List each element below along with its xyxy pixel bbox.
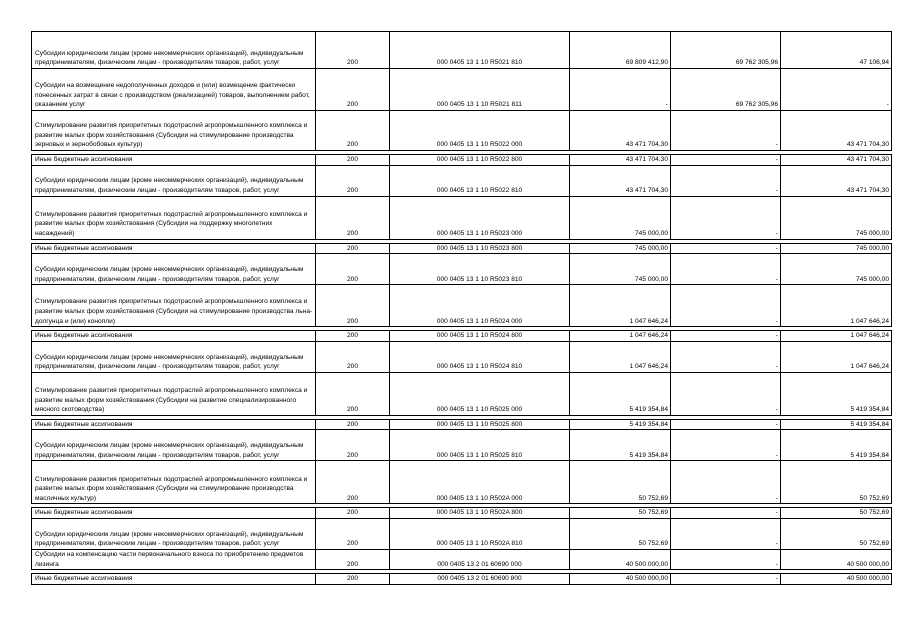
row-status: 200 — [316, 430, 390, 461]
table-row — [32, 372, 892, 415]
row-executed: - — [671, 549, 781, 569]
row-remaining: 47 106,94 — [781, 32, 892, 69]
row-planned: 1 047 646,24 — [570, 331, 671, 342]
row-code: 000 0405 13 1 10 R5021 811 — [390, 69, 570, 111]
row-executed: - — [671, 165, 781, 196]
row-name: Стимулирование развития приоритетных подотраслей агропромышленного комплекса и развитие малых форм хозяйствования (Субсидии на развитие специализированного мясного скотоводства) — [32, 372, 316, 415]
row-status: 200 — [316, 155, 390, 166]
row-planned: 5 419 354,84 — [570, 372, 671, 415]
row-code: 000 0405 13 1 10 R5024 810 — [390, 341, 570, 372]
row-name: Субсидии юридическим лицам (кроме некоммерческих организаций), индивидуальным предпринимателям, физическим лицам - производителям товаров, работ, услуг — [32, 165, 316, 196]
row-code: 000 0405 13 1 10 R5025 800 — [390, 419, 570, 430]
row-code: 000 0405 13 1 10 R5025 810 — [390, 430, 570, 461]
row-code: 000 0405 13 1 10 R5024 800 — [390, 331, 570, 342]
row-status: 200 — [316, 254, 390, 285]
row-planned: 1 047 646,24 — [570, 285, 671, 327]
table-row — [32, 430, 892, 461]
row-name: Субсидии на компенсацию части первоначального взноса по приобретению предметов лизинга — [32, 549, 316, 569]
row-name: Иные бюджетные ассигнования — [32, 155, 316, 166]
report-sheet — [31, 31, 892, 585]
row-code: 000 0405 13 1 10 R502A 800 — [390, 508, 570, 519]
row-planned: 745 000,00 — [570, 243, 671, 254]
row-status: 200 — [316, 419, 390, 430]
row-planned: 1 047 646,24 — [570, 341, 671, 372]
row-name: Субсидии юридическим лицам (кроме некоммерческих организаций), индивидуальным предпринимателям, физическим лицам - производителям товаров, работ, услуг — [32, 341, 316, 372]
row-executed: - — [671, 331, 781, 342]
row-executed: - — [671, 111, 781, 151]
row-name: Субсидии юридическим лицам (кроме некоммерческих организаций), индивидуальным предпринимателям, физическим лицам - производителям товаров, работ, услуг — [32, 32, 316, 69]
row-name: Стимулирование развития приоритетных подотраслей агропромышленного комплекса и развитие малых форм хозяйствования (Субсидии на поддержку многолетних насаждений) — [32, 196, 316, 239]
row-status: 200 — [316, 165, 390, 196]
row-status: 200 — [316, 341, 390, 372]
table-row — [32, 111, 892, 151]
row-planned: 40 500 000,00 — [570, 549, 671, 569]
row-code: 000 0405 13 1 10 R5023 000 — [390, 196, 570, 239]
row-status: 200 — [316, 508, 390, 519]
table-row — [32, 419, 892, 430]
row-remaining: 745 000,00 — [781, 243, 892, 254]
row-remaining: 745 000,00 — [781, 254, 892, 285]
row-planned: 50 752,69 — [570, 518, 671, 549]
row-remaining: 5 419 354,84 — [781, 430, 892, 461]
row-status: 200 — [316, 372, 390, 415]
table-row — [32, 69, 892, 111]
row-status: 200 — [316, 549, 390, 569]
row-name: Стимулирование развития приоритетных подотраслей агропромышленного комплекса и развитие малых форм хозяйствования (Субсидии на стимулирование производства льна-долгунца и (или) конопли) — [32, 285, 316, 327]
row-code: 000 0405 13 1 10 R502A 000 — [390, 461, 570, 504]
row-name: Иные бюджетные ассигнования — [32, 419, 316, 430]
row-executed: - — [671, 461, 781, 504]
table-row — [32, 341, 892, 372]
row-executed: 69 762 305,96 — [671, 32, 781, 69]
row-planned: 745 000,00 — [570, 196, 671, 239]
table-row — [32, 196, 892, 239]
row-planned: 43 471 704,30 — [570, 165, 671, 196]
row-remaining: 5 419 354,84 — [781, 419, 892, 430]
row-executed: 69 762 305,96 — [671, 69, 781, 111]
row-executed: - — [671, 254, 781, 285]
row-planned: 43 471 704,30 — [570, 111, 671, 151]
table-row — [32, 243, 892, 254]
row-status: 200 — [316, 331, 390, 342]
row-name: Субсидии юридическим лицам (кроме некоммерческих организаций), индивидуальным предпринимателям, физическим лицам - производителям товаров, работ, услуг — [32, 518, 316, 549]
row-remaining: 43 471 704,30 — [781, 165, 892, 196]
row-remaining: 50 752,69 — [781, 508, 892, 519]
row-name: Иные бюджетные ассигнования — [32, 331, 316, 342]
row-executed: - — [671, 341, 781, 372]
row-status: 200 — [316, 461, 390, 504]
row-code: 000 0405 13 1 10 R5022 800 — [390, 155, 570, 166]
row-name: Стимулирование развития приоритетных подотраслей агропромышленного комплекса и развитие малых форм хозяйствования (Субсидии на стимулирование производства зерновых и зернобобовых культур) — [32, 111, 316, 151]
row-executed: - — [671, 285, 781, 327]
row-status: 200 — [316, 111, 390, 151]
row-planned: 43 471 704,30 — [570, 155, 671, 166]
row-remaining: 43 471 704,30 — [781, 155, 892, 166]
table-body — [32, 32, 892, 585]
row-executed: - — [671, 155, 781, 166]
row-code: 000 0405 13 1 10 R5025 000 — [390, 372, 570, 415]
table-row — [32, 285, 892, 327]
row-planned: 50 752,69 — [570, 508, 671, 519]
row-planned: 745 000,00 — [570, 254, 671, 285]
row-planned: 50 752,69 — [570, 461, 671, 504]
row-status: 200 — [316, 69, 390, 111]
row-executed: - — [671, 574, 781, 585]
table-row — [32, 331, 892, 342]
table-row — [32, 165, 892, 196]
table-row — [32, 518, 892, 549]
row-executed: - — [671, 430, 781, 461]
table-row — [32, 508, 892, 519]
budget-execution-table — [31, 31, 892, 585]
row-remaining: 50 752,69 — [781, 518, 892, 549]
row-executed: - — [671, 196, 781, 239]
row-remaining: - — [781, 69, 892, 111]
row-name: Иные бюджетные ассигнования — [32, 508, 316, 519]
row-remaining: 43 471 704,30 — [781, 111, 892, 151]
row-code: 000 0405 13 1 10 R5023 800 — [390, 243, 570, 254]
row-name: Субсидии юридическим лицам (кроме некоммерческих организаций), индивидуальным предпринимателям, физическим лицам - производителям товаров, работ, услуг — [32, 430, 316, 461]
table-row — [32, 254, 892, 285]
row-status: 200 — [316, 243, 390, 254]
table-row — [32, 549, 892, 569]
row-code: 000 0405 13 1 10 R5023 810 — [390, 254, 570, 285]
row-remaining: 40 500 000,00 — [781, 549, 892, 569]
row-name: Субсидии юридическим лицам (кроме некоммерческих организаций), индивидуальным предпринимателям, физическим лицам - производителям товаров, работ, услуг — [32, 254, 316, 285]
row-name: Стимулирование развития приоритетных подотраслей агропромышленного комплекса и развитие малых форм хозяйствования (Субсидии на стимулирование производства масличных культур) — [32, 461, 316, 504]
row-remaining: 50 752,69 — [781, 461, 892, 504]
row-remaining: 1 047 646,24 — [781, 285, 892, 327]
row-planned: 5 419 354,84 — [570, 430, 671, 461]
table-row — [32, 155, 892, 166]
row-status: 200 — [316, 32, 390, 69]
table-row — [32, 32, 892, 69]
row-code: 000 0405 13 2 01 60690 800 — [390, 574, 570, 585]
row-status: 200 — [316, 285, 390, 327]
row-remaining: 745 000,00 — [781, 196, 892, 239]
row-planned: 40 500 000,00 — [570, 574, 671, 585]
row-status: 200 — [316, 196, 390, 239]
row-code: 000 0405 13 1 10 R5022 000 — [390, 111, 570, 151]
row-executed: - — [671, 372, 781, 415]
row-status: 200 — [316, 574, 390, 585]
table-row — [32, 574, 892, 585]
row-remaining: 40 500 000,00 — [781, 574, 892, 585]
row-code: 000 0405 13 1 10 R5024 000 — [390, 285, 570, 327]
row-planned: - — [570, 69, 671, 111]
row-code: 000 0405 13 1 10 R502A 810 — [390, 518, 570, 549]
row-planned: 5 419 354,84 — [570, 419, 671, 430]
row-executed: - — [671, 419, 781, 430]
row-remaining: 1 047 646,24 — [781, 341, 892, 372]
row-name: Иные бюджетные ассигнования — [32, 574, 316, 585]
row-executed: - — [671, 508, 781, 519]
row-executed: - — [671, 518, 781, 549]
row-remaining: 5 419 354,84 — [781, 372, 892, 415]
row-status: 200 — [316, 518, 390, 549]
row-remaining: 1 047 646,24 — [781, 331, 892, 342]
row-name: Иные бюджетные ассигнования — [32, 243, 316, 254]
row-executed: - — [671, 243, 781, 254]
row-code: 000 0405 13 1 10 R5021 810 — [390, 32, 570, 69]
table-row — [32, 461, 892, 504]
row-planned: 69 809 412,90 — [570, 32, 671, 69]
row-code: 000 0405 13 2 01 60690 000 — [390, 549, 570, 569]
row-code: 000 0405 13 1 10 R5022 810 — [390, 165, 570, 196]
row-name: Субсидии на возмещение недополученных доходов и (или) возмещение фактически понесенных затрат в связи с производством (реализацией) товаров, выполнением работ, оказанием услуг — [32, 69, 316, 111]
